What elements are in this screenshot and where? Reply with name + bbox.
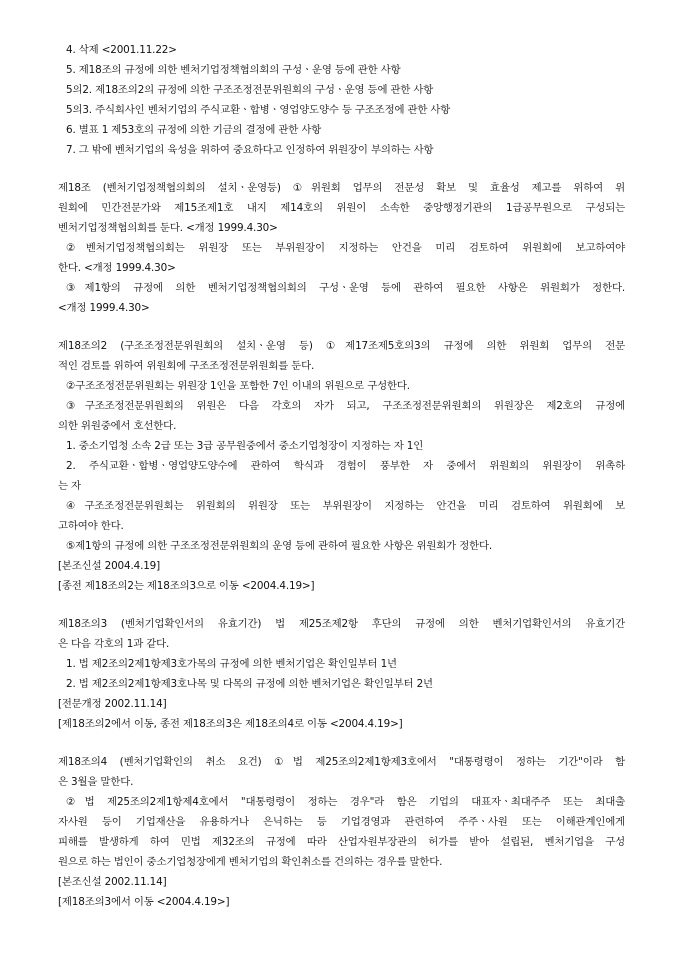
article-text-line: 적인 검토를 위하여 위원회에 구조조정전문위원회를 둔다. — [58, 360, 315, 372]
list-item: 7. 그 밖에 벤처기업의 육성을 위하여 중요하다고 인정하여 위원장이 부의하는 사항 — [66, 144, 434, 156]
paragraph-line: 원으로 하는 법인이 중소기업청장에게 벤처기업의 확인취소를 건의하는 경우를 말한다. — [58, 856, 443, 868]
article-heading-line: 제18조의4 (벤처기업확인의 취소 요건) ①법 제25조의2제1항제3호에서 "대통령령이 정하는 기간"이라 함 — [58, 756, 625, 768]
amendment-note: [전문개정 2002.11.14] — [58, 698, 167, 710]
list-item: 1. 중소기업청 소속 2급 또는 3급 공무원중에서 중소기업청장이 지정하는 자 1인 — [66, 440, 424, 452]
amendment-note: 한다. <개정 1999.4.30> — [58, 262, 176, 274]
amendment-note: [제18조의2에서 이동, 종전 제18조의3은 제18조의4로 이동 <2004.4.19>] — [58, 718, 403, 730]
list-item: 5. 제18조의 규정에 의한 벤처기업정책협의회의 구성ㆍ운영 등에 관한 사항 — [66, 64, 401, 76]
paragraph-line: ②법 제25조의2제1항제4호에서 "대통령령이 정하는 경우"라 함은 기업의 대표자ㆍ최대주주 또는 최대출 — [66, 796, 625, 808]
list-item: 4. 삭제 <2001.11.22> — [66, 44, 177, 56]
list-item: 6. 별표 1 제53호의 규정에 의한 기금의 결정에 관한 사항 — [66, 124, 322, 136]
article-18 — [58, 178, 625, 318]
amendment-note: [종전 제18조의2는 제18조의3으로 이동 <2004.4.19>] — [58, 580, 315, 592]
list-item: 5의2. 제18조의2의 규정에 의한 구조조정전문위원회의 구성ㆍ운영 등에 관한 사항 — [66, 84, 434, 96]
list-item: 2. 법 제2조의2제1항제3호나목 및 다목의 규정에 의한 벤처기업은 확인일부터 2년 — [66, 678, 433, 690]
article-18-4 — [58, 752, 625, 912]
paragraph-line: ③구조조정전문위원회의 위원은 다음 각호의 자가 되고, 구조조정전문위원회의 위원장은 제2호의 규정에 — [66, 400, 625, 412]
amendment-note: <개정 1999.4.30> — [58, 302, 150, 314]
paragraph-line: 의한 위원중에서 호선한다. — [58, 420, 177, 432]
list-item: 1. 법 제2조의2제1항제3호가목의 규정에 의한 벤처기업은 확인일부터 1년 — [66, 658, 397, 670]
paragraph-line: 피해를 발생하게 하여 민법 제32조의 규정에 따라 산업자원부장관의 허가를 받아 설립된, 벤처기업을 구성 — [58, 836, 625, 848]
article-text-line: 은 3월을 말한다. — [58, 776, 134, 788]
paragraph-line: ②벤처기업정책협의회는 위원장 또는 부위원장이 지정하는 안건을 미리 검토하여 위원회에 보고하여야 — [66, 242, 625, 254]
article-text-line: 은 다음 각호의 1과 같다. — [58, 638, 170, 650]
article-text-line: 벤처기업정책협의회를 둔다. <개정 1999.4.30> — [58, 222, 278, 234]
article-heading-line: 제18조의2 (구조조정전문위원회의 설치ㆍ운영 등) ①제17조제5호의3의 규정에 의한 위원회 업무의 전문 — [58, 340, 625, 352]
article-18-3 — [58, 614, 625, 734]
article-heading-line: 제18조의3 (벤처기업확인서의 유효기간) 법 제25조제2항 후단의 규정에 의한 벤처기업확인서의 유효기간 — [58, 618, 625, 630]
article-18-2 — [58, 336, 625, 596]
paragraph-line: ②구조조정전문위원회는 위원장 1인을 포함한 7인 이내의 위원으로 구성한다. — [66, 380, 410, 392]
paragraph-line: 고하여야 한다. — [58, 520, 124, 532]
list-item: 5의3. 주식회사인 벤처기업의 주식교환ㆍ합병ㆍ영업양도양수 등 구조조정에 관한 사항 — [66, 104, 451, 116]
list-item: 는 자 — [58, 480, 81, 492]
article-heading-line: 제18조 (벤처기업정책협의회의 설치ㆍ운영등) ①위원회 업무의 전문성 확보 및 효율성 제고를 위하여 위 — [58, 182, 625, 194]
paragraph-line: 자사원 등이 기업재산을 유용하거나 은닉하는 등 기업경영과 관련하여 주주ㆍ사원 또는 이해관계인에게 — [58, 816, 625, 828]
paragraph-line: ⑤제1항의 규정에 의한 구조조정전문위원회의 운영 등에 관하여 필요한 사항은 위원회가 정한다. — [66, 540, 493, 552]
paragraph-line: ④구조조정전문위원회는 위원회의 위원장 또는 부위원장이 지정하는 안건을 미리 검토하여 위원회에 보 — [66, 500, 625, 512]
enforcement-matters-list — [58, 40, 625, 160]
amendment-note: [본조신설 2002.11.14] — [58, 876, 167, 888]
list-item: 2. 주식교환ㆍ합병ㆍ영업양도양수에 관하여 학식과 경험이 풍부한 자 중에서 위원회의 위원장이 위촉하 — [66, 460, 625, 472]
amendment-note: [제18조의3에서 이동 <2004.4.19>] — [58, 896, 230, 908]
article-text-line: 원회에 민간전문가와 제15조제1호 내지 제14호의 위원이 소속한 중앙행정기관의 1급공무원으로 구성되는 — [58, 202, 625, 214]
amendment-note: [본조신설 2004.4.19] — [58, 560, 161, 572]
law-document — [58, 40, 625, 912]
paragraph-line: ③제1항의 규정에 의한 벤처기업정책협의회의 구성ㆍ운영 등에 관하여 필요한 사항은 위원회가 정한다. — [66, 282, 625, 294]
